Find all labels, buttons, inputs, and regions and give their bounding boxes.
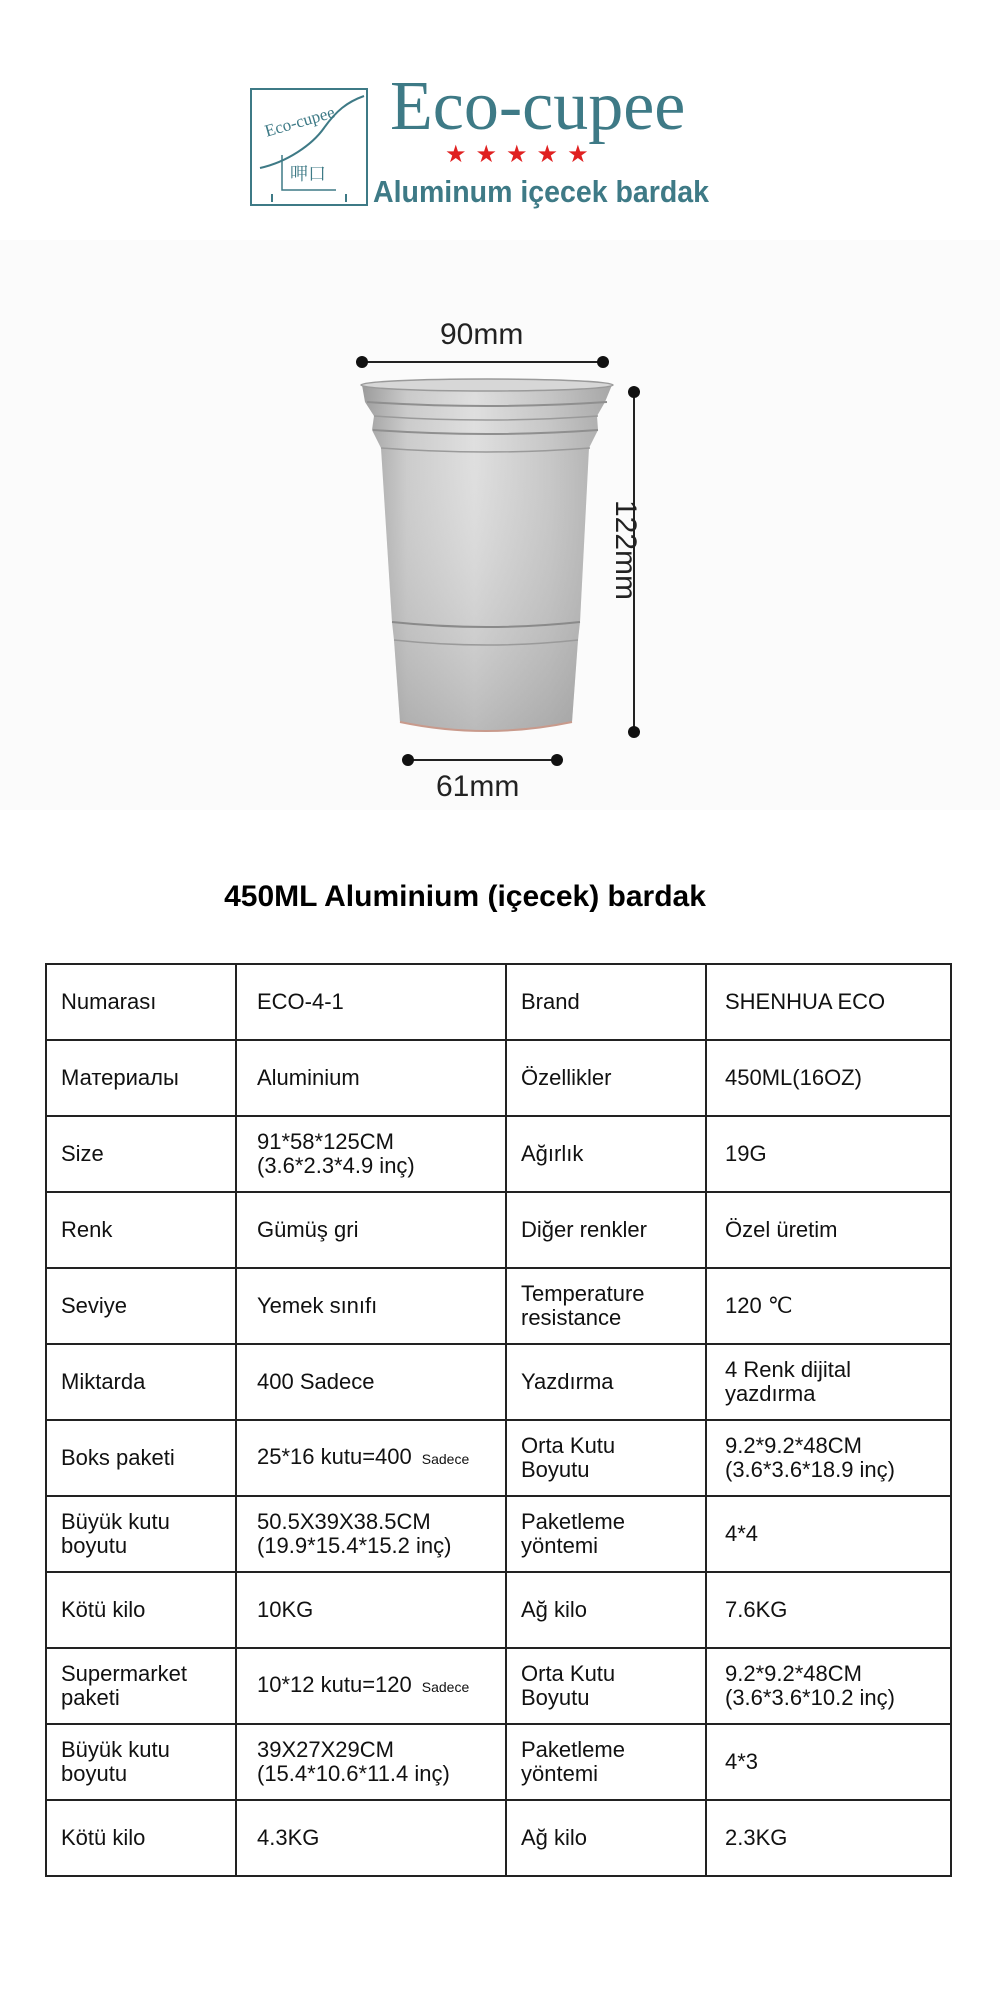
spec-value-text: 91*58*125CM (3.6*2.3*4.9 inç) — [257, 1129, 415, 1178]
spec-label — [506, 1572, 706, 1648]
spec-label — [46, 1344, 236, 1420]
spec-value-text: 19G — [725, 1141, 767, 1166]
spec-value-text: 4*3 — [725, 1749, 759, 1774]
spec-value — [706, 1344, 951, 1420]
spec-label — [46, 1040, 236, 1116]
product-title: 450ML Aluminium (içecek) bardak — [224, 880, 706, 913]
spec-label-text: Diğer renkler — [521, 1217, 647, 1242]
spec-value-text: 4 Renk dijital yazdırma — [725, 1357, 851, 1406]
spec-value-text: 39X27X29CM (15.4*10.6*11.4 inç) — [257, 1737, 450, 1786]
spec-label-text: Miktarda — [61, 1369, 146, 1394]
rating-stars: ★★★★★ — [445, 140, 598, 168]
spec-label — [46, 1648, 236, 1724]
spec-label-text: Материалы — [61, 1065, 179, 1090]
table-row — [46, 1116, 951, 1192]
spec-value — [706, 1116, 951, 1192]
spec-value — [706, 1724, 951, 1800]
table-row — [46, 1420, 951, 1496]
spec-value — [236, 1724, 506, 1800]
spec-value-text: 50.5X39X38.5CM (19.9*15.4*15.2 inç) — [257, 1509, 452, 1558]
spec-value — [236, 1344, 506, 1420]
spec-value — [706, 1572, 951, 1648]
table-row — [46, 1192, 951, 1268]
spec-value — [236, 1420, 506, 1496]
spec-label-text: Orta Kutu Boyutu — [521, 1433, 616, 1482]
spec-label — [46, 1268, 236, 1344]
spec-label-text: Büyük kutu boyutu — [61, 1509, 170, 1558]
dimension-top-width: 90mm — [440, 318, 524, 351]
table-row — [46, 1344, 951, 1420]
spec-value — [236, 1116, 506, 1192]
spec-label — [46, 1800, 236, 1876]
spec-label — [46, 1572, 236, 1648]
spec-value-text: 4*4 — [725, 1521, 759, 1546]
spec-value — [236, 1648, 506, 1724]
spec-value — [706, 964, 951, 1040]
table-row — [46, 1800, 951, 1876]
brand-name: Eco-cupee — [390, 68, 686, 145]
table-row — [46, 1724, 951, 1800]
spec-value-text: Aluminium — [257, 1065, 360, 1090]
spec-label-text: Paketleme yöntemi — [521, 1509, 625, 1558]
spec-table — [45, 963, 952, 1877]
spec-label — [506, 1344, 706, 1420]
spec-note: Sadece — [421, 1450, 470, 1467]
spec-value-text: 10*12 kutu=120 — [257, 1672, 412, 1698]
spec-value-text: 120 ℃ — [725, 1293, 793, 1318]
brand-subtitle: Aluminum içecek bardak — [373, 174, 710, 209]
spec-value — [706, 1192, 951, 1268]
spec-value — [706, 1496, 951, 1572]
spec-value-text: SHENHUA ECO — [725, 989, 886, 1014]
spec-value-text: 4.3KG — [257, 1825, 320, 1850]
spec-label — [46, 964, 236, 1040]
table-row — [46, 964, 951, 1040]
spec-value-text: Yemek sınıfı — [257, 1293, 378, 1318]
logo-cup-outline-icon — [252, 90, 366, 204]
spec-value-text: 25*16 kutu=400 — [257, 1444, 412, 1470]
dimension-height: 122mm — [609, 500, 642, 601]
spec-label — [506, 1420, 706, 1496]
spec-value-text: ECO-4-1 — [257, 989, 344, 1014]
spec-label — [46, 1116, 236, 1192]
spec-value — [236, 1800, 506, 1876]
spec-label — [46, 1724, 236, 1800]
logo-emblem — [250, 88, 368, 206]
logo-box-text: Eco-cupee — [262, 102, 337, 141]
spec-value-text: 9.2*9.2*48CM (3.6*3.6*10.2 inç) — [725, 1661, 895, 1710]
spec-label — [506, 1116, 706, 1192]
spec-value — [236, 1268, 506, 1344]
spec-label-text: Kötü kilo — [61, 1597, 146, 1622]
spec-label — [46, 1496, 236, 1572]
spec-value-text: 7.6KG — [725, 1597, 788, 1622]
table-row — [46, 1648, 951, 1724]
spec-label-text: Paketleme yöntemi — [521, 1737, 625, 1786]
spec-value — [236, 1496, 506, 1572]
spec-label — [506, 1724, 706, 1800]
spec-label — [506, 1268, 706, 1344]
spec-label-text: Ağ kilo — [521, 1825, 588, 1850]
spec-label — [506, 1496, 706, 1572]
spec-label-text: Seviye — [61, 1293, 128, 1318]
logo-box-cjk: 呷口 — [290, 164, 326, 185]
spec-value — [706, 1420, 951, 1496]
spec-value-text: Gümüş gri — [257, 1217, 359, 1242]
spec-value-text: 10KG — [257, 1597, 314, 1622]
table-row — [46, 1268, 951, 1344]
spec-value — [706, 1648, 951, 1724]
spec-value — [236, 1572, 506, 1648]
spec-value — [236, 964, 506, 1040]
spec-label-text: Ağ kilo — [521, 1597, 588, 1622]
spec-label-text: Temperature resistance — [521, 1281, 645, 1330]
spec-value — [706, 1040, 951, 1116]
spec-label — [506, 1800, 706, 1876]
spec-label — [506, 1192, 706, 1268]
spec-label-text: Yazdırma — [521, 1369, 614, 1394]
spec-label — [506, 1040, 706, 1116]
spec-value-text: Özel üretim — [725, 1217, 838, 1242]
spec-note: Sadece — [421, 1678, 470, 1695]
spec-label-text: Ağırlık — [521, 1141, 584, 1166]
spec-value — [236, 1040, 506, 1116]
spec-value — [236, 1192, 506, 1268]
spec-value — [706, 1268, 951, 1344]
table-row — [46, 1040, 951, 1116]
spec-value-text: 2.3KG — [725, 1825, 788, 1850]
spec-label-text: Numarası — [61, 989, 157, 1014]
spec-label — [46, 1420, 236, 1496]
spec-label-text: Brand — [521, 989, 580, 1014]
spec-label — [46, 1192, 236, 1268]
spec-label-text: Orta Kutu Boyutu — [521, 1661, 616, 1710]
spec-label-text: Kötü kilo — [61, 1825, 146, 1850]
spec-label — [506, 1648, 706, 1724]
table-row — [46, 1496, 951, 1572]
spec-label-text: Renk — [61, 1217, 113, 1242]
spec-value-text: 9.2*9.2*48CM (3.6*3.6*18.9 inç) — [725, 1433, 895, 1482]
spec-label-text: Boks paketi — [61, 1445, 175, 1470]
spec-label-text: Özellikler — [521, 1065, 612, 1090]
spec-value-text: 450ML(16OZ) — [725, 1065, 862, 1090]
product-image — [0, 240, 1000, 810]
dimension-bottom-width: 61mm — [436, 770, 520, 803]
spec-value — [706, 1800, 951, 1876]
spec-label — [506, 964, 706, 1040]
table-row — [46, 1572, 951, 1648]
spec-label-text: Büyük kutu boyutu — [61, 1737, 170, 1786]
spec-label-text: Size — [61, 1141, 104, 1166]
spec-label-text: Supermarket paketi — [61, 1661, 187, 1710]
spec-value-text: 400 Sadece — [257, 1369, 375, 1394]
